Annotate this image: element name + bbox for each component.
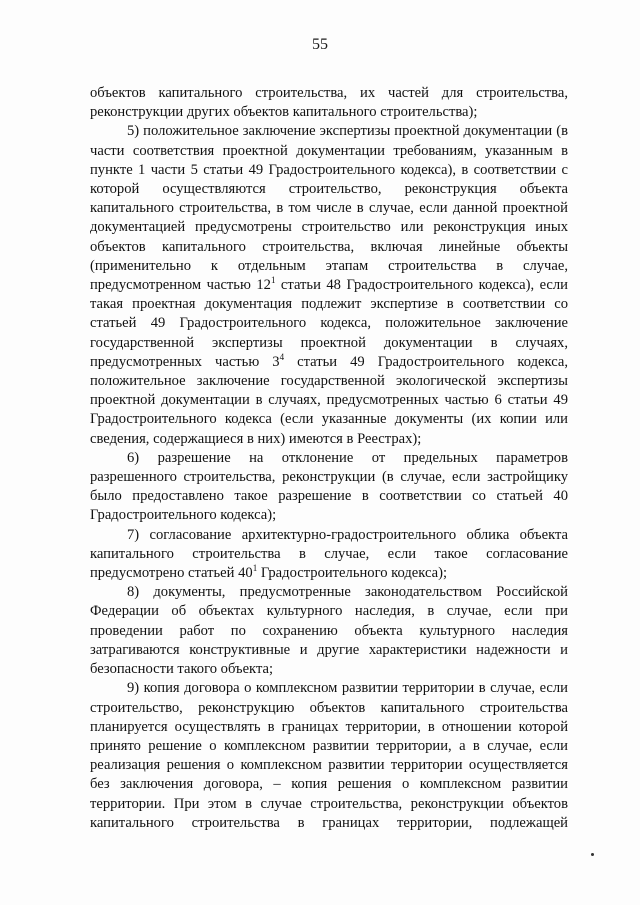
paragraph-item-7-text-b: Градостроительного кодекса); (257, 565, 448, 582)
paragraph-item-7-text-a: 7) согласование архитектурно-градостроительного облика объекта капитального строительства в случае, если такое согласование предусмотрено статьей 40 (90, 526, 568, 582)
paragraph-item-8: 8) документы, предусмотренные законодательством Российской Федерации об объектах культурного наследия, в случае, если при проведении работ по сохранению объекта культурного наследия затрагиваются конструктивные и другие характеристики надежности и безопасности такого объекта; (90, 584, 568, 678)
scan-speck (591, 853, 594, 856)
superscript: 4 (279, 351, 285, 362)
paragraph-item-7 (90, 526, 568, 584)
paragraph-item-6: 6) разрешение на отклонение от предельных параметров разрешенного строительства, реконструкции (в случае, если застройщику было предоставлено такое разрешение в соответствии со статьей 40 Градостроительного кодекса); (90, 449, 568, 524)
superscript: 1 (252, 563, 258, 574)
paragraph-item-5-text-b: статьи 48 Градостроительного кодекса), если такая проектная документация подлежит экспертизе в соответствии со статьей 49 Градостроительного кодекса, положительное заключение государственной экспертизы проектной документации в случаях, предусмотренных частью 3 (90, 277, 568, 370)
page-number: 55 (312, 36, 328, 53)
paragraph-item-5-text-c: статьи 49 Градостроительного кодекса, положительное заключение государственной экологической экспертизы проектной документации в случаях, предусмотренных частью 6 статьи 49 Градостроительного кодекса (если указанные документы (их копии или сведения, содержащиеся в них) имеются в Реестрах); (90, 353, 568, 447)
paragraph-item-5 (90, 122, 568, 448)
document-body (90, 84, 568, 833)
paragraph-item-9: 9) копия договора о комплексном развитии территории в случае, если строительство, реконструкцию объектов капитального строительства планируется осуществлять в границах территории, в отношении которой принято решение о комплексном развитии территории, а в случае, если реализация решения о комплексном развитии территории осуществляется без заключения договора, – копия решения о комплексном развитии территории. При этом в случае строительства, реконструкции объектов капитального строительства в границах территории, подлежащей (90, 680, 568, 831)
paragraph-item-5-text-a: 5) положительное заключение экспертизы проектной документации (в части соответствия проектной документации требованиям, указанным в пункте 1 части 5 статьи 49 Градостроительного кодекса), в соответствии с которой осуществляются строительство, реконструкция объекта капитального строительства, в том числе в случае, если данной проектной документацией предусмотрены строительство или реконструкция иных объектов капитального строительства, включая линейные объекты (применительно к отдельным этапам строительства в случае, предусмотренном частью 12 (90, 123, 568, 294)
paragraph-continuation: объектов капитального строительства, их частей для строительства, реконструкции других объектов капитального строительства); (90, 85, 568, 121)
superscript: 1 (270, 275, 276, 286)
